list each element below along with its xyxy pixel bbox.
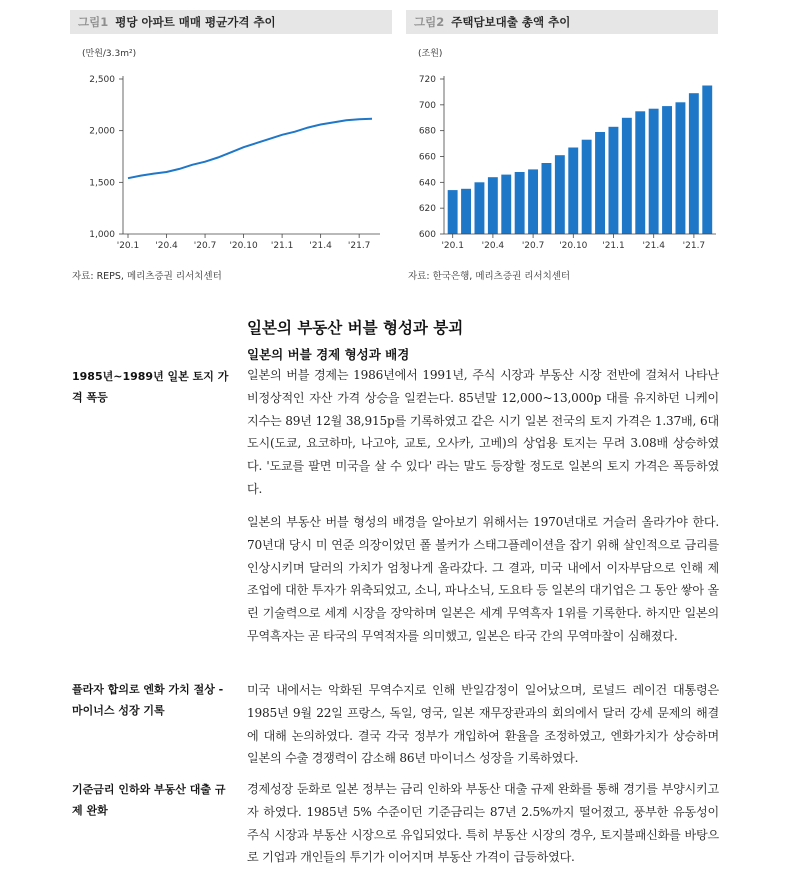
figure-2-label: 그림2 [414,15,445,29]
chart-1-y-tick-label: 2,000 [89,126,115,137]
sidebar-label-land-price: 1985년~1989년 일본 토지 가격 폭등 [72,370,229,404]
chart-2-bar [448,190,458,234]
mortgage-total-bar-chart [406,38,718,266]
chart-2-y-tick-label: 660 [418,152,436,163]
sidebar-label-rate-cut: 기준금리 인하와 부동산 대출 규제 완화 [72,783,226,817]
chart-2-bar [676,102,686,234]
chart-2-bar [568,148,578,235]
chart-1-y-tick-label: 2,500 [89,75,115,85]
chart-2-bar [515,172,525,234]
chart-2-bar [702,86,712,235]
chart-2-x-tick-label: '21.4 [642,241,665,251]
chart-2-bar [595,132,605,234]
chart-2-x-tick-label: '21.7 [682,241,706,251]
chart-2-bar [649,109,659,234]
chart-2-y-tick-label: 680 [418,126,436,137]
chart-1-x-tick-label: '21.1 [270,241,294,251]
chart-2-y-tick-label: 600 [418,230,436,240]
section-subtitle: 일본의 버블 경제 형성과 배경 [247,347,410,362]
figure-2-header [406,10,718,34]
paragraph-bubble-overview: 일본의 버블 경제는 1986년에서 1991년, 주식 시장과 부동산 시장 전반에 걸쳐서 나타난 비정상적인 자산 가격 상승을 일컫는다. 85년말 12,000~13,000p 대를 유지하던 니케이 지수는 89년 12월 38,915p를 기록하였고 같은 시기 일본 전국의 토지 가격은 1.37배, 6대 도시(도쿄, 요코하마, 나고야, 교토, 오사카, 고베)의 상업용 토지는 무려 3.08배 상승하였다. '도쿄를 팔면 미국을 살 수 있다' 라는 말도 등장할 정도로 일본의 토지 가격은 폭등하였다. [247,368,719,496]
chart-2-bar [488,177,498,234]
chart-1-x-tick-label: '20.4 [155,241,178,251]
chart-1-y-tick-label: 1,500 [89,178,115,189]
chart-2-y-tick-label: 720 [418,75,436,85]
chart-2-bar [461,189,471,234]
chart-2-bar [689,93,699,234]
chart-2-y-tick-label: 640 [418,178,436,189]
paragraph-rate-cut: 경제성장 둔화로 일본 정부는 금리 인하와 부동산 대출 규제 완화를 통해 경기를 부양시키고자 하였다. 1985년 5% 수준이던 기준금리는 87년 2.5%까지 떨어졌고, 풍부한 유동성이 주식 시장과 부동산 시장으로 유입되었다. 특히 부동산 시장의 경우, 토지불패신화를 바탕으로 기업과 개인들의 투기가 이어지며 부동산 가격이 급등하였다. [247,782,719,865]
figure-1-source: 자료: REPS, 메리츠증권 리서치센터 [72,271,222,282]
chart-2-bar [501,175,511,234]
chart-2-bar [635,111,645,234]
chart-1-x-tick-label: '21.4 [309,241,332,251]
figure-2-source: 자료: 한국은행, 메리츠증권 리서치센터 [408,271,571,282]
chart-2-x-tick-label: '20.7 [521,241,545,251]
chart-2-bar [662,106,672,234]
chart-1-unit-label: (만원/3.3m²) [82,49,137,59]
chart-2-bar [609,127,619,234]
chart-2-bar [555,155,565,234]
chart-2-bar [475,182,485,234]
chart-1-x-tick-label: '20.7 [193,241,217,251]
chart-2-bar [528,169,538,234]
chart-2-x-tick-label: '21.1 [602,241,625,251]
chart-2-x-tick-label: '20.10 [559,241,588,251]
figure-1-title: 평당 아파트 매매 평균가격 추이 [115,15,276,29]
paragraph-bubble-background: 일본의 부동산 버블 형성의 배경을 알아보기 위해서는 1970년대로 거슬러 올라가야 한다. 70년대 당시 미 연준 의장이었던 폴 볼커가 스태그플레이션을 잡기 위해 살인적으로 금리를 인상시키며 달러의 가치가 엄청나게 올라갔다. 그 결과, 미국 내에서 이자부담으로 인해 제조업에 대한 투자가 위축되었고, 소니, 파나소닉, 도요타 등 일본의 대기업은 그 동안 쌓아 올린 기술력으로 세계 시장을 장악하며 일본은 세계 무역흑자 1위를 기록한다. 하지만 일본의 무역흑자는 곧 타국의 무역적자를 의미했고, 일본은 타국 간의 무역마찰이 심해졌다. [247,515,719,643]
chart-1-y-tick-label: 1,000 [89,230,115,240]
chart-1-series-line [128,119,372,178]
figure-2-title: 주택담보대출 총액 추이 [451,15,571,29]
chart-2-bar [582,140,592,234]
sidebar-label-plaza-accord: 플라자 합의로 엔화 가치 절상 -마이너스 성장 기록 [72,683,224,717]
chart-1-x-tick-label: '20.1 [116,241,140,251]
chart-1-x-tick-label: '21.7 [347,241,371,251]
chart-2-x-tick-label: '20.1 [441,241,464,251]
chart-2-y-tick-label: 620 [418,204,436,215]
chart-2-bar [622,118,632,234]
figure-1-header [70,10,392,34]
chart-2-y-tick-label: 700 [418,100,436,111]
figure-1-label: 그림1 [78,15,109,29]
chart-2-x-tick-label: '20.4 [481,241,505,251]
paragraph-plaza-accord: 미국 내에서는 악화된 무역수지로 인해 반일감정이 일어났으며, 로널드 레이건 대통령은 1985년 9월 22일 프랑스, 독일, 영국, 일본 재무장관과의 회의에서 달러 강세 문제의 해결에 대해 논의하였다. 결국 각국 정부가 개입하여 환율을 조정하였고, 엔화가치가 상승하며 일본의 수출 경쟁력이 감소해 86년 마이너스 성장을 기록하였다. [247,683,719,766]
apartment-price-line-chart [70,38,392,266]
section-title: 일본의 부동산 버블 형성과 붕괴 [247,319,464,337]
chart-1-x-tick-label: '20.10 [229,241,258,251]
chart-2-unit-label: (조원) [418,49,443,59]
chart-2-bar [542,163,552,234]
